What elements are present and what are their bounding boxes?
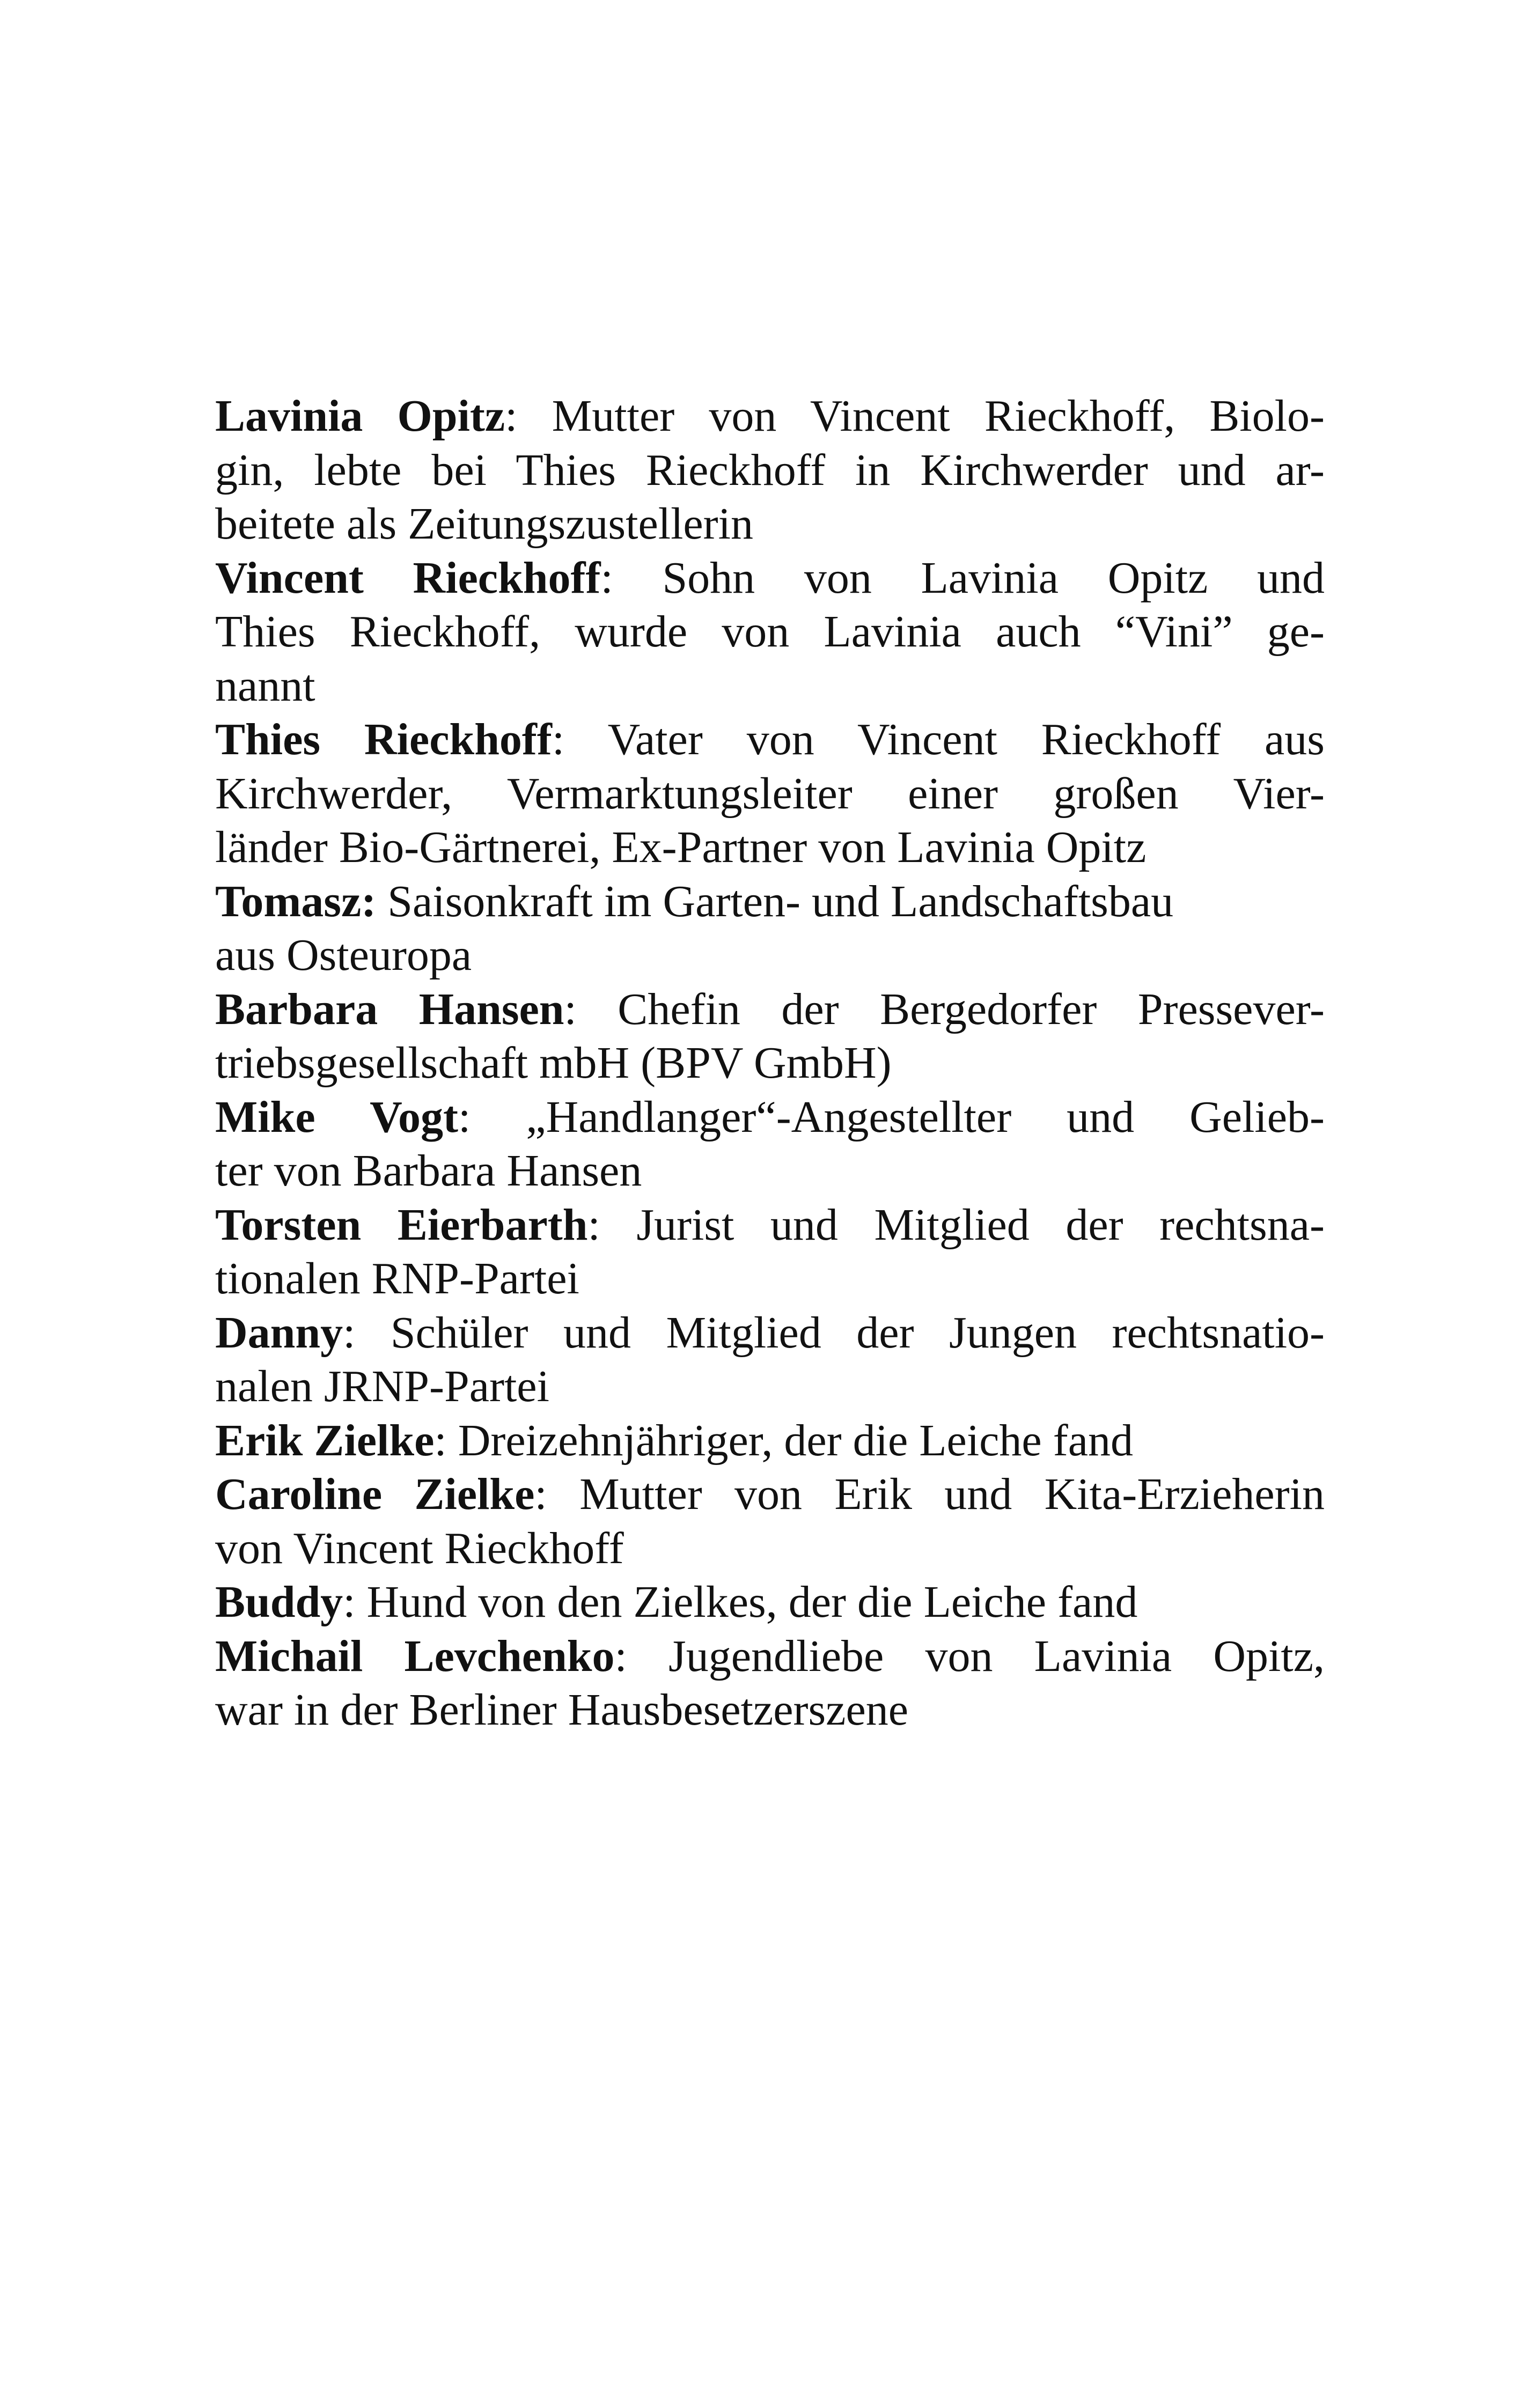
character-entry-vincent-rieckhoff (215, 551, 1325, 713)
entry-line (215, 1468, 1325, 1522)
entry-line: aus Osteuropa (215, 930, 472, 980)
character-entry-torsten-eierbarth (215, 1198, 1325, 1306)
character-entry-caroline-zielke (215, 1468, 1325, 1575)
entry-line (215, 1306, 1325, 1360)
entry-line (215, 875, 1325, 929)
character-name: Erik Zielke (215, 1415, 435, 1466)
entry-line: nalen JRNP-Partei (215, 1361, 549, 1411)
character-description: : Jurist und Mitglied der rechtsna- (587, 1199, 1325, 1250)
character-name: Caroline Zielke (215, 1469, 535, 1519)
entry-line: beitete als Zeitungszustellerin (215, 499, 753, 549)
character-description: : Mutter von Erik und Kita-Erzieherin (534, 1469, 1325, 1519)
character-description: : Jugendliebe von Lavinia Opitz, (614, 1631, 1325, 1681)
character-description: : Vater von Vincent Rieckhoff aus (552, 715, 1325, 764)
character-description: : Mutter von Vincent Rieckhoff, Biolo- (505, 391, 1325, 441)
entry-line: triebsgesellschaft mbH (BPV GmbH) (215, 1038, 892, 1088)
character-name: Barbara Hansen (215, 984, 564, 1034)
character-description: : Schüler und Mitglied der Jungen rechtsnatio- (343, 1307, 1325, 1358)
entry-line: von Vincent Rieckhoff (215, 1523, 624, 1573)
entry-line: war in der Berliner Hausbesetzerszene (215, 1685, 909, 1735)
character-name: Vincent Rieckhoff (215, 553, 601, 603)
entry-line (215, 1198, 1325, 1253)
character-entry-buddy (215, 1575, 1325, 1630)
entry-line (215, 713, 1325, 767)
entry-line (215, 1091, 1325, 1145)
character-entry-tomasz (215, 875, 1325, 983)
entry-line (215, 1414, 1325, 1468)
character-entry-erik-zielke (215, 1414, 1325, 1468)
character-entry-michail-levchenko (215, 1630, 1325, 1737)
character-name: Michail Levchenko (215, 1631, 615, 1681)
character-entry-mike-vogt (215, 1091, 1325, 1198)
entry-line: länder Bio-Gärtnerei, Ex-Partner von Lavinia Opitz (215, 822, 1147, 872)
character-name: Tomasz: (215, 876, 377, 926)
character-entry-danny (215, 1306, 1325, 1414)
character-description: : Chefin der Bergedorfer Pressever- (564, 984, 1325, 1034)
character-name: Torsten Eierbarth (215, 1199, 588, 1250)
character-name: Buddy (215, 1577, 343, 1627)
character-description: : Hund von den Zielkes, der die Leiche fand (343, 1577, 1138, 1627)
character-name: Danny (215, 1307, 343, 1358)
character-entry-lavinia-opitz (215, 389, 1325, 551)
character-description: : Dreizehnjähriger, der die Leiche fand (434, 1415, 1133, 1466)
entry-line: Thies Rieckhoff, wurde von Lavinia auch “Vini” ge- (215, 607, 1325, 657)
entry-line: Kirchwerder, Vermarktungsleiter einer großen Vier- (215, 768, 1325, 819)
entry-line: tionalen RNP-Partei (215, 1254, 579, 1304)
entry-line: nannt (215, 660, 315, 711)
character-name: Thies Rieckhoff (215, 715, 552, 764)
character-description: Saisonkraft im Garten- und Landschaftsbau (376, 876, 1174, 926)
entry-line (215, 1575, 1325, 1630)
entry-line: gin, lebte bei Thies Rieckhoff in Kirchwerder und ar- (215, 445, 1325, 495)
entry-line (215, 1630, 1325, 1684)
entry-line (215, 983, 1325, 1037)
character-name: Lavinia Opitz (215, 391, 505, 441)
character-description: : „Handlanger“-Angestellter und Gelieb- (458, 1092, 1325, 1142)
entry-line: ter von Barbara Hansen (215, 1146, 642, 1196)
character-name: Mike Vogt (215, 1092, 458, 1142)
character-list (215, 389, 1325, 1737)
character-entry-thies-rieckhoff (215, 713, 1325, 875)
character-entry-barbara-hansen (215, 983, 1325, 1091)
character-description: : Sohn von Lavinia Opitz und (600, 553, 1325, 603)
entry-line (215, 389, 1325, 444)
entry-line (215, 551, 1325, 606)
